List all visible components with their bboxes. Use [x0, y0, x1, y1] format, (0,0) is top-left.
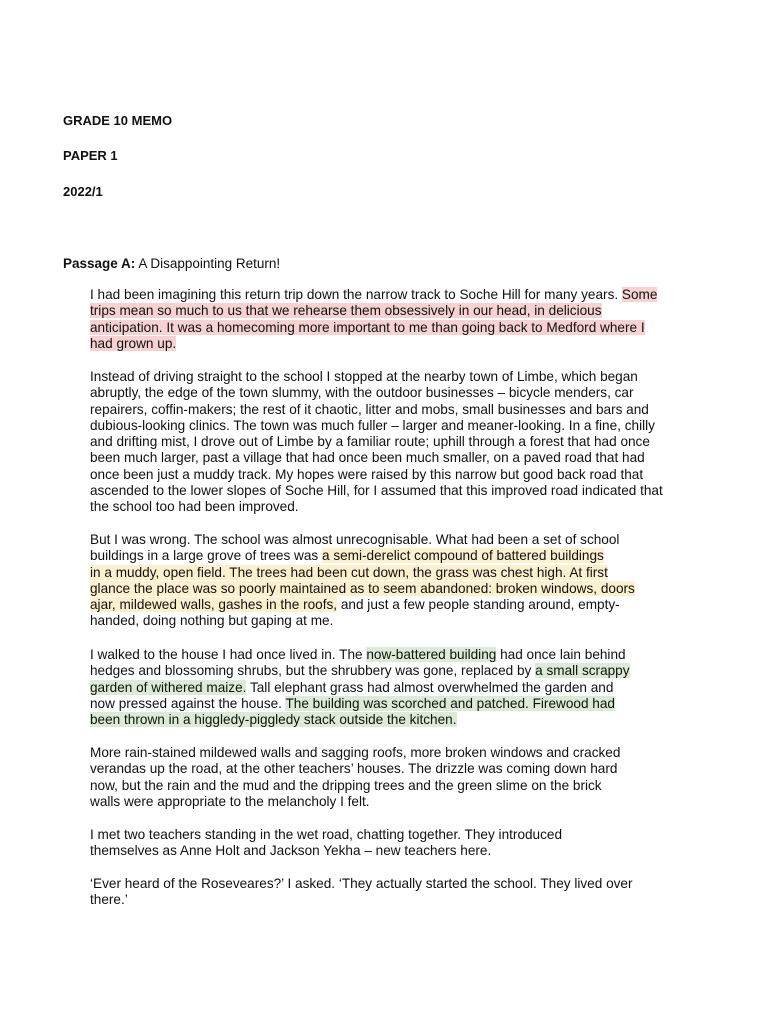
paragraph-7: [90, 876, 690, 909]
text-line: ‘Ever heard of the Roseveares?’ I asked. ‘They actually started the school. They lived over: [90, 876, 633, 891]
text-line: walls were appropriate to the melancholy I felt.: [90, 793, 370, 809]
text-line: [90, 696, 690, 712]
highlight-green: now-battered building: [366, 647, 497, 662]
text-line: ascended to the lower slopes of Soche Hill, for I assumed that this improved road indicated that: [90, 483, 663, 499]
text-line: [90, 712, 690, 728]
text-line: More rain-stained mildewed walls and sagging roofs, more broken windows and cracked: [90, 745, 621, 760]
paragraph-5: [90, 745, 690, 810]
highlight-yellow: ajar, mildewed walls, gashes in the roofs,: [90, 597, 338, 613]
paper-heading: PAPER 1: [63, 148, 118, 163]
highlight-green: a small scrappy: [535, 663, 630, 679]
text-run: I walked to the house I had once lived in. The: [90, 647, 367, 662]
highlight-red: Some: [621, 287, 658, 302]
text-line: [90, 647, 690, 663]
text-run: buildings in a large grove of trees was: [90, 548, 322, 564]
text-line: [90, 565, 690, 581]
text-line: and drifting mist, I drove out of Limbe by a familiar route; uphill through a forest that had once: [90, 434, 650, 450]
text-line: verandas up the road, at the other teachers’ houses. The drizzle was coming down hard: [90, 761, 618, 777]
paragraph-3: [90, 532, 690, 630]
text-line: [90, 581, 690, 597]
text-line: [90, 336, 690, 352]
text-line: [90, 320, 690, 336]
paragraph-1: [90, 287, 690, 352]
text-line: abruptly, the edge of the town slummy, with the outdoor businesses – bicycle menders, car: [90, 385, 634, 401]
text-line: [90, 303, 690, 319]
memo-grade-heading: GRADE 10 MEMO: [63, 113, 173, 128]
text-line: [90, 597, 690, 613]
highlight-green: garden of withered maize.: [90, 679, 247, 695]
text-line: dubious-looking clinics. The town was much fuller – larger and meaner-looking. In a fine, chilly: [90, 417, 655, 433]
text-line: handed, doing nothing but gaping at me.: [90, 613, 334, 629]
paragraph-6: [90, 827, 690, 860]
text-line: [90, 680, 690, 696]
text-line: themselves as Anne Holt and Jackson Yekha – new teachers here.: [90, 843, 492, 859]
highlight-yellow: in a muddy, open field. The trees had been cut down, the grass was chest high. At first: [90, 564, 608, 580]
text-line: But I was wrong. The school was almost unrecognisable. What had been a set of school: [90, 532, 620, 547]
passage-heading: [63, 256, 280, 272]
highlight-red: trips mean so much to us that we rehearse them obsessively in our head, in delicious: [90, 303, 602, 319]
text-run: hedges and blossoming shrubs, but the shrubbery was gone, replaced by: [90, 663, 536, 679]
text-line: repairers, coffin-makers; the rest of it chaotic, litter and mobs, small businesses and bars and: [90, 401, 649, 417]
highlight-red: had grown up.: [90, 335, 177, 351]
text-run: now pressed against the house.: [90, 695, 286, 711]
paragraph-4: [90, 647, 690, 728]
session-heading: 2022/1: [63, 184, 103, 199]
text-line: once been just a muddy track. My hopes were raised by this narrow but good back road that: [90, 466, 644, 482]
text-run: I had been imagining this return trip down the narrow track to Soche Hill for many years.: [90, 287, 622, 302]
highlight-red: anticipation. It was a homecoming more important to me than going back to Medford where I: [90, 319, 645, 335]
text-line: there.’: [90, 892, 128, 908]
passage-title: A Disappointing Return!: [138, 256, 281, 271]
highlight-green: been thrown in a higgledy-piggledy stack outside the kitchen.: [90, 712, 457, 728]
text-line: now, but the rain and the mud and the dripping trees and the green slime on the brick: [90, 777, 602, 793]
text-line: I met two teachers standing in the wet road, chatting together. They introduced: [90, 827, 563, 842]
text-line: [90, 548, 690, 564]
text-line: the school too had been improved.: [90, 499, 299, 515]
text-line: [90, 287, 690, 303]
highlight-green: The building was scorched and patched. Firewood had: [285, 695, 615, 711]
text-run: had once lain behind: [496, 647, 626, 662]
text-line: Instead of driving straight to the school I stopped at the nearby town of Limbe, which began: [90, 369, 638, 384]
text-run: and just a few people standing around, empty-: [337, 597, 620, 613]
highlight-yellow: glance the place was so poorly maintained as to seem abandoned: broken windows, doors: [90, 580, 635, 596]
passage-label: Passage A:: [63, 256, 136, 271]
paragraph-2: [90, 369, 690, 516]
text-run: Tall elephant grass had almost overwhelmed the garden and: [246, 679, 614, 695]
text-line: been much larger, past a village that had once been much smaller, on a paved road that had: [90, 450, 645, 466]
highlight-yellow: a semi-derelict compound of battered buildings: [321, 548, 604, 564]
text-line: [90, 663, 690, 679]
